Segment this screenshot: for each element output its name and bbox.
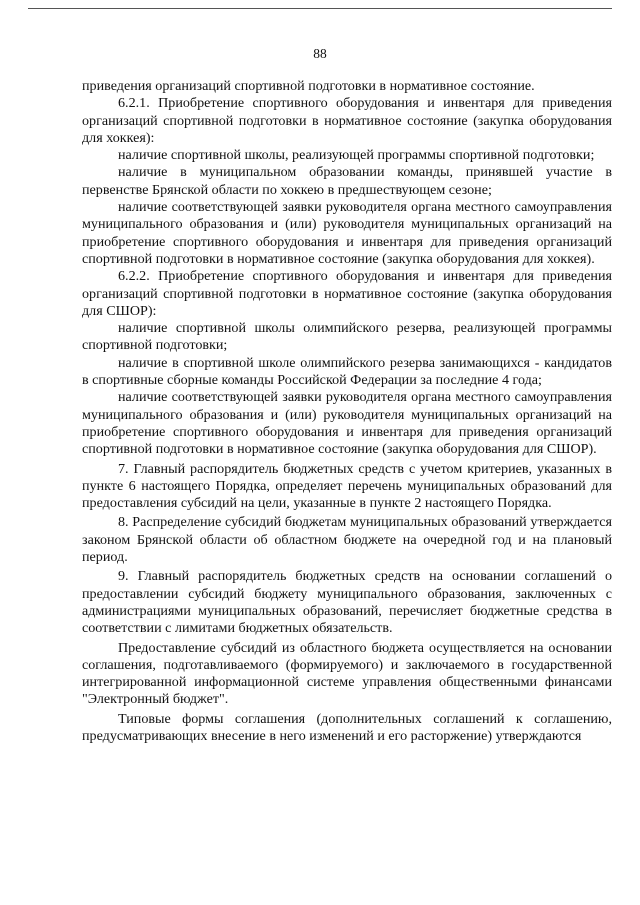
paragraph-6-2-2-criterion-1: наличие спортивной школы олимпийского резерва, реализующей программы спортивной подготовки; xyxy=(82,320,612,354)
paragraph-9: 9. Главный распорядитель бюджетных средств на основании соглашений о предоставлении субсидий бюджету муниципального образования, заключенных с администрациями муниципальных образований, перечисляет бюджетные средства в соответствии с лимитами бюджетных обязательств. xyxy=(82,568,612,637)
page-number: 88 xyxy=(313,46,327,61)
document-body xyxy=(82,78,612,745)
paragraph-6-2-1-criterion-1: наличие спортивной школы, реализующей программы спортивной подготовки; xyxy=(118,147,595,164)
paragraph-6-2-1-criterion-3: наличие соответствующей заявки руководителя органа местного самоуправления муниципального образования и (или) руководителя муниципальных организаций на приобретение спортивного оборудования и инвентаря для приведения организаций спортивной подготовки в нормативное состояние (закупка оборудования для хоккея). xyxy=(82,199,612,267)
paragraph-6-2-2-heading: 6.2.2. Приобретение спортивного оборудования и инвентаря для приведения организаций спортивной подготовки в нормативное состояние (закупка оборудования для СШОР): xyxy=(82,268,612,319)
scan-top-edge-line xyxy=(28,8,612,9)
paragraph-7: 7. Главный распорядитель бюджетных средств с учетом критериев, указанных в пункте 6 настоящего Порядка, определяет перечень муниципальных образований для предоставления субсидий на цели, указанные в пункте 2 настоящего Порядка. xyxy=(82,460,612,512)
paragraph-6-2-1-criterion-2: наличие в муниципальном образовании команды, принявшей участие в первенстве Брянской области по хоккею в предшествующем сезоне; xyxy=(82,164,612,198)
paragraph-continuation: приведения организаций спортивной подготовки в нормативное состояние. xyxy=(82,78,535,94)
paragraph-8: 8. Распределение субсидий бюджетам муниципальных образований утверждается законом Брянской области об областном бюджете на очередной год и на плановый период. xyxy=(82,514,612,566)
paragraph-subsidy-agreement: Предоставление субсидий из областного бюджета осуществляется на основании соглашения, подготавливаемого (формируемого) и заключаемого в государственной интегрированной информационной системе управления общественными финансами "Электронный бюджет". xyxy=(82,639,612,708)
paragraph-agreement-forms: Типовые формы соглашения (дополнительных соглашений к соглашению, предусматривающих внесение в него изменений и его расторжение) утверждаются xyxy=(82,710,612,744)
paragraph-6-2-2-criterion-3: наличие соответствующей заявки руководителя органа местного самоуправления муниципального образования и (или) руководителя муниципальных организаций на приобретение спортивного оборудования и инвентаря для приведения организаций спортивной подготовки в нормативное состояние (закупка оборудования для СШОР). xyxy=(82,389,612,458)
paragraph-6-2-1-heading: 6.2.1. Приобретение спортивного оборудования и инвентаря для приведения организаций спортивной подготовки в нормативное состояние (закупка оборудования для хоккея): xyxy=(82,95,612,146)
paragraph-6-2-2-criterion-2: наличие в спортивной школе олимпийского резерва занимающихся - кандидатов в спортивные сборные команды Российской Федерации за последние 4 года; xyxy=(82,354,612,389)
